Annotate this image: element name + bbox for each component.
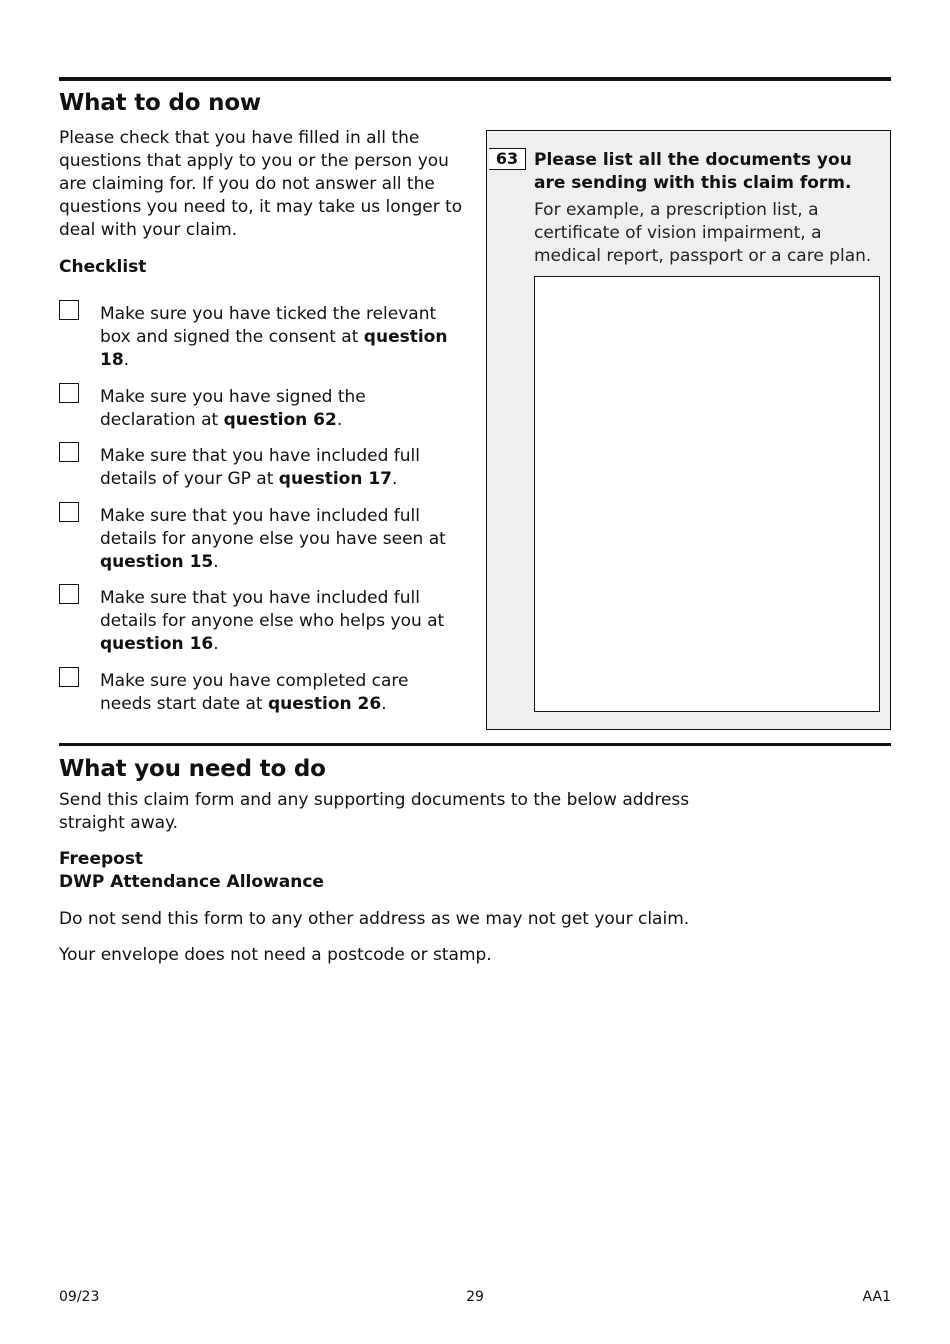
checklist-item-text: Make sure you have completed care needs start date at question 26. xyxy=(100,671,409,714)
address-warning: Do not send this form to any other address as we may not get your claim. xyxy=(59,909,690,929)
checklist-item-text: Make sure that you have included full details of your GP at question 17. xyxy=(100,446,420,489)
checkbox[interactable] xyxy=(59,383,79,403)
checkbox[interactable] xyxy=(59,442,79,462)
section-heading-what-you-need-to-do: What you need to do xyxy=(59,756,326,782)
checklist-item-text: Make sure you have ticked the relevant box and signed the consent at question 18. xyxy=(100,304,448,370)
send-instructions: Send this claim form and any supporting documents to the below address straight away. xyxy=(59,790,690,833)
intro-text: Please check that you have filled in all the questions that apply to you or the person you are claiming for. If you do not answer all the questions you need to, it may take us longer to deal with your claim. xyxy=(59,128,463,240)
question-number: 63 xyxy=(489,148,526,170)
checkbox[interactable] xyxy=(59,300,79,320)
checklist-title: Checklist xyxy=(59,257,147,277)
top-rule xyxy=(59,77,891,81)
question-63-panel xyxy=(486,130,891,730)
footer-page-number: 29 xyxy=(466,1289,484,1305)
footer-date: 09/23 xyxy=(59,1289,100,1305)
checklist-item-text: Make sure that you have included full details for anyone else who helps you at question 16. xyxy=(100,588,445,654)
checkbox[interactable] xyxy=(59,502,79,522)
postage-note: Your envelope does not need a postcode or stamp. xyxy=(59,945,492,965)
section-rule xyxy=(59,743,891,746)
footer-form-code: AA1 xyxy=(862,1289,891,1305)
postal-address xyxy=(59,848,324,894)
checklist-item-text: Make sure you have signed the declaration at question 62. xyxy=(100,387,366,430)
documents-answer-box[interactable] xyxy=(534,276,880,712)
checklist-item-text: Make sure that you have included full details for anyone else you have seen at question 15. xyxy=(100,506,446,572)
question-hint: For example, a prescription list, a certificate of vision impairment, a medical report, passport or a care plan. xyxy=(534,200,872,266)
question-title: Please list all the documents you are sending with this claim form. xyxy=(534,150,852,193)
address-line: Freepost xyxy=(59,849,144,869)
address-line: DWP Attendance Allowance xyxy=(59,872,324,892)
checkbox[interactable] xyxy=(59,584,79,604)
section-heading-what-to-do-now: What to do now xyxy=(59,90,261,116)
checkbox[interactable] xyxy=(59,667,79,687)
